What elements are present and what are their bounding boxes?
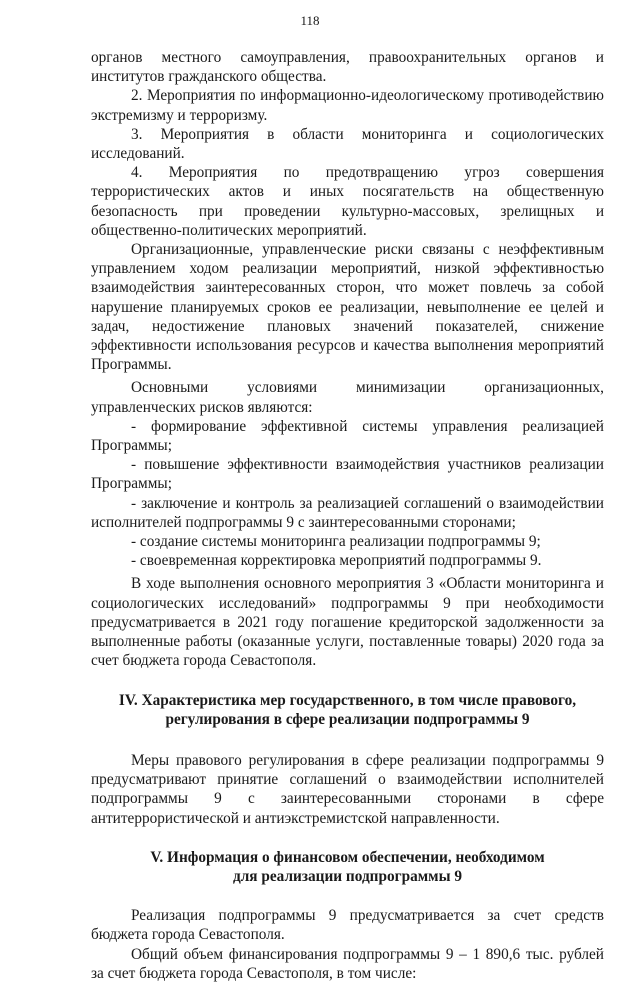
paragraph-funding-total: Общий объем финансирования подпрограммы 9 – 1 890,6 тыс. рублей за счет бюджета города Севастополя, в том числе: — [91, 945, 604, 982]
document-body — [91, 48, 604, 983]
paragraph-legal-regulation: Меры правового регулирования в сфере реализации подпрограммы 9 предусматривают принятие соглашений о взаимодействии исполнителей подпрограммы 9 с заинтересованными сторонами в сфере антитеррористической и антиэкстремистской направленности. — [91, 751, 604, 827]
section-5-heading — [91, 848, 604, 886]
list-item-measures-4: 4. Мероприятия по предотвращению угроз совершения террористических актов и иных посягательств на общественную безопасность при проведении культурно-массовых, зрелищных и общественно-политических мероприятий. — [91, 164, 604, 239]
list-item-condition-2: - повышение эффективности взаимодействия участников реализации Программы; — [91, 456, 604, 493]
section-4-heading — [91, 691, 604, 729]
section-4-heading-line-2: регулирования в сфере реализации подпрограммы 9 — [165, 710, 530, 728]
paragraph-main-measure-3: В ходе выполнения основного мероприятия 3 «Области мониторинга и социологических исследований» подпрограммы 9 при необходимости предусматривается в 2021 году погашение кредиторской задолженности за выполненные работы (оказанные услуги, поставленные товары) 2020 года за счет бюджета города Севастополя. — [91, 575, 604, 670]
list-item-condition-4: - создание системы мониторинга реализации подпрограммы 9; — [131, 533, 541, 551]
paragraph-organizational-risks: Организационные, управленческие риски связаны с неэффективным управлением ходом реализации мероприятий, низкой эффективностью взаимодействия заинтересованных сторон, что может повлечь за собой нарушение планируемых сроков ее реализации, невыполнение ее целей и задач, недостижение плановых значений показателей, снижение эффективности использования ресурсов и качества выполнения мероприятий Программы. — [91, 241, 604, 374]
paragraph-funding-source: Реализация подпрограммы 9 предусматривается за счет средств бюджета города Севастополя. — [91, 907, 604, 944]
paragraph-institutions: органов местного самоуправления, правоохранительных органов и институтов гражданского общества. — [91, 49, 604, 86]
list-item-condition-1: - формирование эффективной системы управления реализацией Программы; — [91, 417, 604, 455]
list-item-measures-2: 2. Мероприятия по информационно-идеологическому противодействию экстремизму и терроризму. — [91, 87, 604, 124]
list-item-condition-5: - своевременная корректировка мероприятий подпрограммы 9. — [131, 552, 542, 570]
section-4-heading-line-1: IV. Характеристика мер государственного, в том числе правового, — [118, 691, 577, 709]
list-item-measures-3: 3. Мероприятия в области мониторинга и социологических исследований. — [91, 125, 604, 163]
section-5-heading-line-2: для реализации подпрограммы 9 — [232, 867, 463, 885]
section-5-heading-line-1: V. Информация о финансовом обеспечении, необходимом — [150, 848, 545, 866]
paragraph-risk-conditions: Основными условиями минимизации организационных, управленческих рисков являются: — [91, 379, 604, 416]
list-item-condition-3: - заключение и контроль за реализацией соглашений о взаимодействии исполнителей подпрограммы 9 с заинтересованными сторонами; — [91, 494, 604, 531]
page-number: 118 — [300, 13, 320, 28]
